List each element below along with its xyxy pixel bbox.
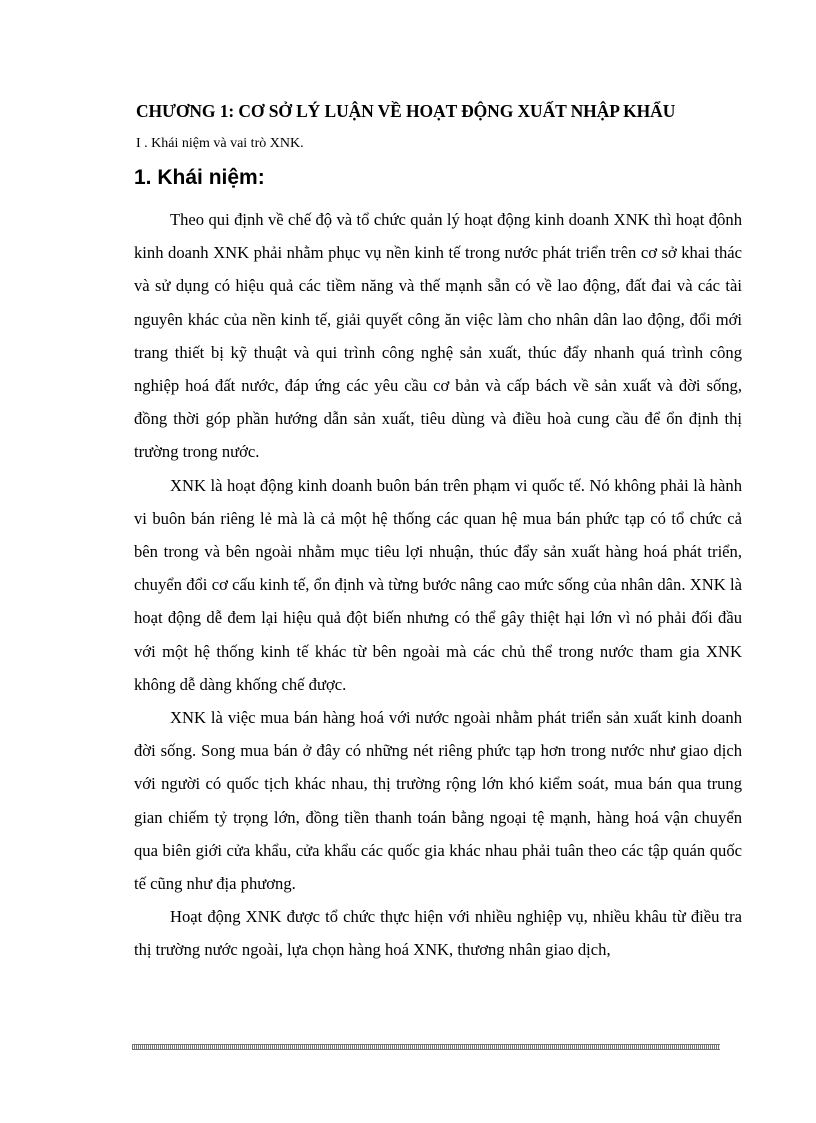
chapter-title: CHƯƠNG 1: CƠ SỞ LÝ LUẬN VỀ HOẠT ĐỘNG XUẤT NHẬP KHẨU: [136, 101, 676, 121]
paragraph: Theo qui định về chế độ và tổ chức quản lý hoạt động kinh doanh XNK thì hoạt đ̣ônh kinh doanh XNK phải nhằm phục vụ nền kinh tế trong nước phát triển trên cơ sở khai thác và sử dụng có hiệu quả các tiềm năng và thế mạnh sẵn có về lao động, đất đai và các tài nguyên khác của nền kinh tế, giải quyết công ăn việc làm cho nhân dân lao động, đổi mới trang thiết bị kỹ thuật và qui trình công nghệ sản xuất, thúc đẩy nhanh quá trình công nghiệp hoá đất nước, đáp ứng các yêu cầu cơ bản và cấp bách về sản xuất và đời sống, đồng thời góp phần hướng dẫn sản xuất, tiêu dùng và điều hoà cung cầu để ổn định thị trường trong nước.: [134, 210, 742, 462]
sub-heading: 1. Khái niệm:: [134, 166, 265, 189]
paragraph: XNK là việc mua bán hàng hoá với nước ngoài nhằm phát triển sản xuất kinh doanh đời sống. Song mua bán ở đây có những nét riêng phức tạp hơn trong nước như giao dịch với người có quốc tịch khác nhau, thị trường rộng lớn khó kiểm soát, mua bán qua trung gian chiếm tỷ trọng lớn, đồng tiền thanh toán bằng ngoại tệ mạnh, hàng hoá vận chuyển qua biên giới cửa khẩu, cửa khẩu các quốc gia khác nhau phải tuân theo các tập quán quốc tế cũng như địa phương.: [134, 708, 742, 894]
section-heading: I . Khái niệm và vai trò XNK.: [136, 136, 304, 151]
body-text: [134, 203, 742, 967]
footer-divider: [132, 1044, 720, 1050]
paragraph: Hoạt động XNK được tổ chức thực hiện với nhiều nghiệp vụ, nhiều khâu từ điều tra thị trường nước ngoài, lựa chọn hàng hoá XNK, thương nhân giao dịch,: [134, 907, 742, 960]
paragraph: XNK là hoạt động kinh doanh buôn bán trên phạm vi quốc tế. Nó không phải là hành vi buôn bán riêng lẻ mà là cả một hệ thống các quan hệ mua bán phức tạp có tổ chức cả bên trong và bên ngoài nhằm mục tiêu lợi nhuận, thúc đẩy sản xuất hàng hoá phát triển, chuyển đổi cơ cấu kinh tế, ổn định và từng bước nâng cao mức sống của nhân dân. XNK là hoạt động dễ đem lại hiệu quả đột biến nhưng có thể gây thiệt hại lớn vì nó phải đối đầu với một hệ thống kinh tế khác từ bên ngoài mà các chủ thể trong nước tham gia XNK không dễ dàng khống chế được.: [134, 475, 742, 694]
